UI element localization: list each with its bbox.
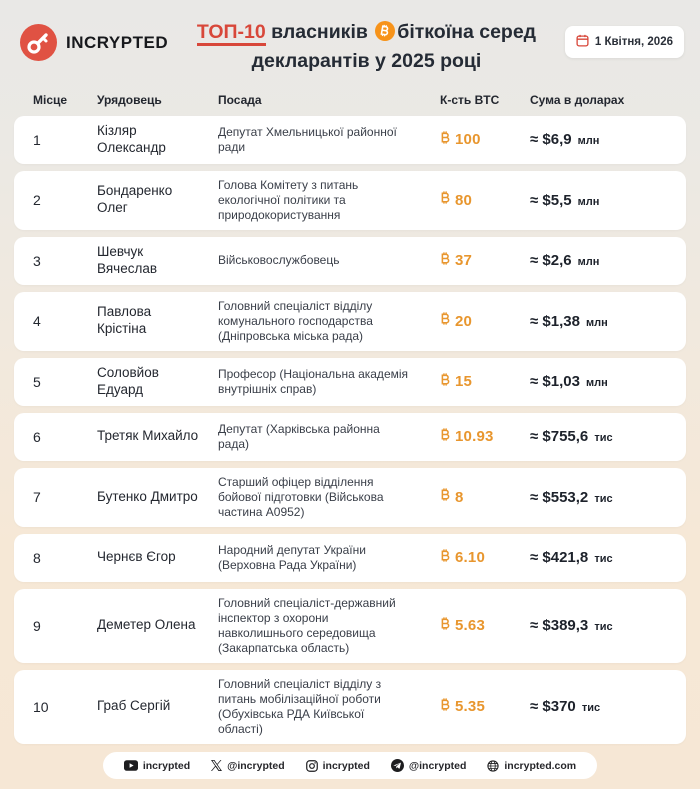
usd-value-cell (530, 131, 674, 148)
usd-value: ≈ $755,6 (530, 428, 589, 445)
btc-value: 20 (455, 312, 473, 330)
incrypted-key-icon (20, 24, 57, 61)
column-header-position: Посада (218, 92, 262, 107)
table-row (14, 589, 686, 663)
btc-amount-cell (440, 130, 530, 150)
social-link-youtube[interactable]: incrypted (124, 760, 190, 772)
btc-symbol-icon (440, 616, 451, 636)
position-cell: Військовослужбовець (218, 253, 340, 267)
brand-name: INCRYPTED (66, 32, 169, 52)
btc-amount-cell (440, 548, 530, 568)
position-cell: Головний спеціаліст відділу комунального господарства (Дніпровська міська рада) (218, 298, 373, 343)
official-name-cell: Третяк Михайло (97, 428, 199, 444)
social-link-instagram[interactable]: incrypted (306, 760, 370, 772)
social-link-x[interactable]: @incrypted (211, 760, 285, 772)
x-icon (211, 760, 222, 771)
rank-cell: 5 (33, 373, 41, 390)
brand-logo (20, 24, 168, 61)
youtube-icon (124, 760, 138, 771)
position-cell: Головний спеціаліст відділу з питань мобілізаційної роботи (Обухівська РДА Київської області) (218, 676, 382, 736)
btc-symbol-icon (440, 697, 451, 717)
official-name-cell: Соловйов Едуард (97, 364, 159, 397)
title-line2: декларантів у 2025 році (251, 50, 482, 73)
usd-value-cell (530, 698, 674, 715)
official-name-cell: Бондаренко Олег (97, 183, 173, 215)
rank-cell: 9 (33, 617, 41, 634)
usd-value: ≈ $370 (530, 698, 576, 715)
usd-value-cell (530, 617, 674, 634)
table-row (14, 116, 686, 164)
column-header-usd: Сума в доларах (530, 92, 625, 107)
position-cell: Депутат (Харківська районна рада) (218, 421, 380, 451)
usd-value-cell (530, 489, 674, 506)
usd-value-cell (530, 373, 674, 390)
btc-amount-cell (440, 372, 530, 392)
table-row (14, 670, 686, 744)
table-body (14, 116, 686, 744)
btc-amount-cell (440, 311, 530, 331)
usd-value: ≈ $5,5 (530, 191, 572, 209)
btc-symbol-icon (440, 548, 451, 568)
official-name-cell: Кізляр Олександр (97, 122, 166, 155)
bitcoin-icon (375, 21, 395, 41)
usd-value-cell (530, 428, 674, 445)
official-name-cell: Граб Сергій (97, 698, 171, 714)
position-cell: Головний спеціаліст-державний інспектор з охорони навколишнього середовища (Закарпатська область) (218, 595, 396, 655)
usd-unit: тис (591, 492, 613, 505)
rank-cell: 3 (33, 252, 41, 269)
btc-value: 5.63 (455, 617, 485, 634)
usd-value: ≈ $421,8 (530, 549, 589, 566)
usd-unit: млн (574, 135, 600, 147)
rank-cell: 7 (33, 489, 41, 505)
usd-unit: тис (591, 432, 613, 444)
btc-amount-cell (440, 487, 530, 507)
usd-unit: млн (582, 316, 608, 329)
position-cell: Голова Комітету з питань екологічної політики та природокористування (218, 177, 359, 222)
btc-symbol-icon (440, 372, 451, 392)
btc-value: 100 (455, 131, 481, 148)
header (0, 0, 700, 77)
usd-unit: тис (578, 702, 601, 714)
btc-symbol-icon (440, 427, 451, 447)
social-link-website[interactable]: incrypted.com (487, 760, 576, 772)
usd-value: ≈ $2,6 (530, 252, 572, 269)
btc-symbol-icon (440, 130, 451, 150)
usd-value: ≈ $553,2 (530, 488, 589, 506)
btc-symbol-icon (440, 311, 451, 331)
instagram-icon (306, 760, 318, 772)
usd-unit: тис (591, 553, 613, 565)
table-row (14, 292, 686, 351)
btc-value: 10.93 (455, 428, 494, 445)
usd-value-cell (530, 313, 674, 330)
position-cell: Депутат Хмельницької районної ради (218, 124, 397, 154)
usd-unit: млн (582, 377, 608, 389)
btc-value: 15 (455, 373, 473, 390)
usd-value: ≈ $1,03 (530, 373, 580, 390)
usd-value-cell (530, 549, 674, 566)
rank-cell: 8 (33, 549, 41, 566)
column-header-btc: К-сть BTC (440, 92, 500, 107)
title-highlight: ТОП-10 (197, 21, 266, 46)
social-link-telegram[interactable]: @incrypted (391, 759, 467, 772)
btc-value: 37 (455, 252, 473, 269)
usd-unit: тис (591, 621, 613, 633)
rank-cell: 2 (33, 192, 41, 208)
official-name-cell: Чернєв Єгор (97, 549, 176, 565)
btc-value: 8 (455, 488, 464, 506)
rank-cell: 1 (33, 131, 41, 148)
date-text: 1 Квітня, 2026 (594, 36, 673, 48)
official-name-cell: Бутенко Дмитро (97, 488, 198, 504)
usd-unit: млн (574, 195, 600, 208)
btc-amount-cell (440, 427, 530, 447)
usd-value-cell (530, 252, 674, 269)
usd-value: ≈ $1,38 (530, 312, 580, 330)
official-name-cell: Павлова Крістіна (97, 304, 152, 336)
btc-symbol-icon (440, 487, 451, 507)
usd-value: ≈ $6,9 (530, 131, 572, 148)
btc-amount-cell (440, 190, 530, 210)
btc-value: 5.35 (455, 698, 485, 715)
table-row (14, 413, 686, 461)
btc-value: 6.10 (455, 549, 485, 566)
position-cell: Народний депутат України (Верховна Рада України) (218, 542, 366, 572)
column-header-official: Урядовець (97, 92, 162, 107)
official-name-cell: Шевчук Вячеслав (97, 243, 158, 276)
globe-icon (487, 760, 499, 772)
table-row (14, 237, 686, 285)
rank-cell: 10 (33, 698, 49, 715)
btc-symbol-icon (440, 251, 451, 271)
usd-value-cell (530, 192, 674, 209)
position-cell: Старший офіцер відділення бойової підготовки (Військова частина А0952) (218, 474, 384, 519)
footer (0, 752, 700, 779)
table-header (14, 93, 686, 107)
title-part2: біткоїна серед (397, 21, 537, 43)
btc-value: 80 (455, 191, 473, 209)
position-cell: Професор (Національна академія внутрішніх справ) (218, 366, 409, 396)
table-row (14, 171, 686, 230)
btc-symbol-icon (440, 190, 451, 210)
rank-cell: 4 (33, 313, 41, 329)
official-name-cell: Деметер Олена (97, 617, 196, 633)
btc-amount-cell (440, 616, 530, 636)
social-links-bar (103, 752, 597, 779)
telegram-icon (391, 759, 404, 772)
rank-cell: 6 (33, 428, 41, 445)
table-row (14, 468, 686, 527)
title-part1: власників (271, 21, 368, 43)
usd-value: ≈ $389,3 (530, 617, 589, 634)
page-title (196, 18, 536, 77)
usd-unit: млн (574, 256, 600, 268)
btc-amount-cell (440, 251, 530, 271)
calendar-icon (576, 34, 589, 50)
column-header-place: Місце (33, 92, 68, 107)
table-row (14, 534, 686, 582)
btc-amount-cell (440, 697, 530, 717)
date-badge (565, 26, 684, 58)
table-row (14, 358, 686, 406)
